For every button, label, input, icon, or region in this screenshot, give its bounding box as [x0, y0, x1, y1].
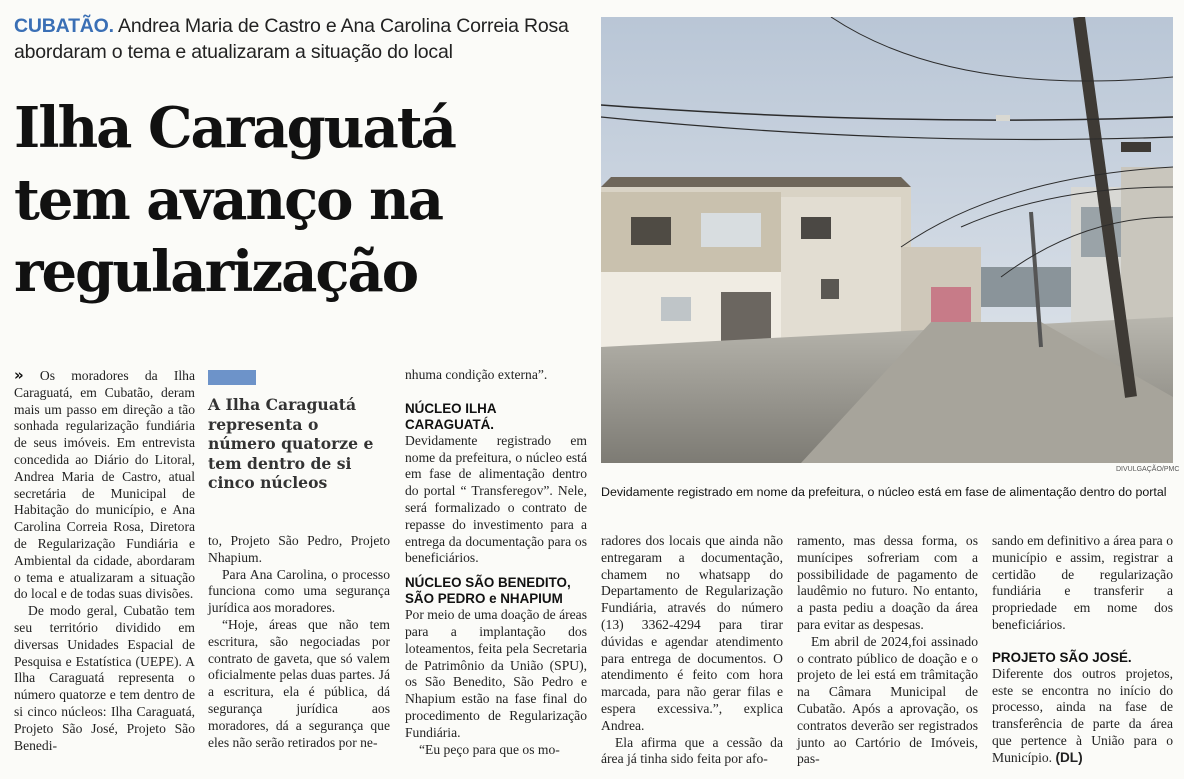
article-column-6 [992, 533, 1173, 767]
paragraph [992, 666, 1173, 767]
pull-quote-bar [208, 370, 256, 385]
paragraph: to, Projeto São Pedro, Projeto Nhapium. [208, 533, 390, 565]
chevron-right-icon: » [14, 366, 24, 384]
article-column-2 [208, 533, 390, 751]
subheading-line: SÃO PEDRO e NHAPIUM [405, 591, 563, 607]
paragraph: “Eu peço para que os mo- [419, 741, 560, 757]
article-column-3 [405, 367, 587, 758]
paragraph: Em abril de 2024,foi assinado o contrato público de doação e o projeto de lei está em trâmitação na Câmara Municipal de Cubatão. Após a aprovação, os contratos deverão ser registrados junto ao Cartório de Imóveis, pas- [797, 633, 978, 767]
paragraph: ramento, mas dessa forma, os munícipes sofreriam com a possibilidade de pagamento de laudêmio no futuro. No entanto, a pasta pediu a doação da área para evitar as despesas. [797, 533, 978, 632]
kicker-text: Andrea Maria de Castro e Ana Carolina Correia Rosa abordaram o tema e atualizaram a situação do local [14, 15, 569, 63]
article-column-4 [601, 533, 783, 768]
signature: (DL) [1055, 749, 1083, 765]
paragraph: Por meio de uma doação de áreas para a implantação dos loteamentos, feita pela Secretaria de Patrimônio da União (SPU), os São Benedito, São Pedro e Nhapium estão na fase final do procedimento de Regularização Fundiária. [405, 607, 587, 740]
paragraph: Devidamente registrado em nome da prefeitura, o núcleo está em fase de alimentação dentro do portal “ Transferegov”. Nele, será formalizado o contrato de repasse do investimento para a entrega da documentação para os beneficiários. [405, 432, 587, 566]
kicker [14, 13, 584, 65]
paragraph: radores dos locais que ainda não entregaram a documentação, chamem no whatsapp do Departamento de Regularização Fundiária, através do número (13) 3362-4294 para tirar dúvidas e agendar atendimento para entrega de documentos. O atendimento é feito com hora marcada, para não gerar filas e espera excessiva.”, explica Andrea. [601, 533, 783, 733]
subheading-line: NÚCLEO SÃO BENEDITO, [405, 575, 571, 591]
paragraph-text: Diferente dos outros projetos, este se encontra no início do processo, ainda na fase de transferência de parte da área que pertence à União para o Município. [992, 665, 1173, 765]
paragraph: nhuma condição externa”. [405, 367, 548, 382]
paragraph: sando em definitivo a área para o município e assim, registrar a certidão de regularização fundiária e transferir a propriedade em nome dos beneficiários. [992, 533, 1173, 632]
article-column-5 [797, 533, 978, 768]
paragraph: De modo geral, Cubatão tem seu território dividido em diversas Unidades Espacial de Pesquisa e Estatística (UEPE). A Ilha Caraguatá representa o número quatorze e tem dentro de si cinco núcleos: Ilha Caraguatá, Projeto São José, Projeto São Benedi- [14, 603, 195, 753]
street-photo-image [601, 17, 1173, 463]
headline-line-3: regularização [14, 239, 418, 305]
pull-quote: A Ilha Caraguatá representa o número quatorze e tem dentro de si cinco núcleos [208, 395, 374, 492]
kicker-tag: CUBATÃO. [14, 15, 114, 37]
paragraph: “Hoje, áreas que não tem escritura, são negociadas por contrato de gaveta, que só valem oficialmente pelas duas partes. Já a escritura, ela é pública, dá segurança jurídica aos moradores, dá a segurança que eles não serão retirados por ne- [208, 616, 390, 750]
headline-line-2: tem avanço na [14, 167, 443, 233]
subheading-ilha-caraguata: NÚCLEO ILHA CARAGUATÁ. [405, 400, 497, 432]
street-photo [601, 17, 1173, 463]
paragraph: Ela afirma que a cessão da área já tinha sido feita por afo- [601, 734, 783, 767]
photo-caption: Devidamente registrado em nome da prefeitura, o núcleo está em fase de alimentação dentro do portal [601, 485, 1167, 499]
photo-credit: DIVULGAÇÃO/PMC [1116, 466, 1180, 473]
paragraph: Para Ana Carolina, o processo funciona como uma segurança jurídica aos moradores. [208, 566, 390, 616]
subheading-projeto-sao-jose: PROJETO SÃO JOSÉ. [992, 649, 1132, 665]
headline [14, 92, 584, 308]
subheading-sao-benedito [405, 575, 587, 607]
headline-line-1: Ilha Caraguatá [14, 95, 455, 161]
paragraph [14, 367, 195, 603]
article-column-1 [14, 367, 195, 754]
paragraph-text: Os moradores da Ilha Caraguatá, em Cubatão, deram mais um passo em direção a tão sonhada regularização fundiária de seus imóveis. Em entrevista concedida ao Diário do Litoral, Andrea Maria de Castro, atual secretária de Municipal de Habitação do município, e Ana Carolina Correia Rosa, Diretora de Regularização Fundiária e Ambiental da cidade, abordaram o tema e atualizaram a situação do local e de todas suas divisões. [14, 368, 195, 602]
